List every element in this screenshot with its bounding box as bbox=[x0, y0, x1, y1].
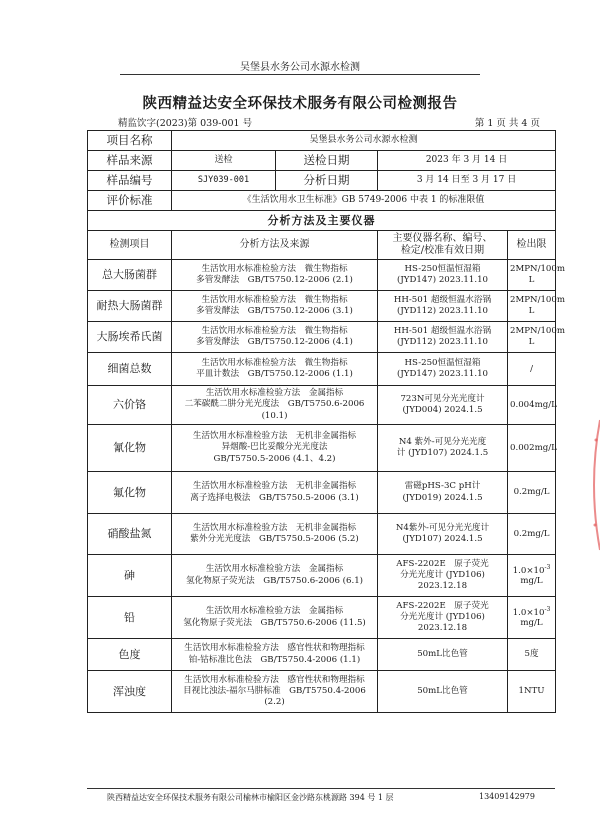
col-instrument-header bbox=[378, 231, 508, 260]
test-method-line: 多管发酵法 GB/T5750.12-2006 (2.1) bbox=[196, 275, 353, 285]
detection-limit-base: 1.0×10 bbox=[512, 565, 545, 576]
send-date-value: 2023 年 3 月 14 日 bbox=[378, 151, 556, 171]
table-row bbox=[88, 386, 556, 425]
table-row bbox=[88, 260, 556, 291]
detection-limit-value bbox=[510, 606, 553, 619]
standard-label: 评价标准 bbox=[88, 191, 172, 211]
test-instrument-line: 50mL比色管 bbox=[417, 685, 468, 696]
detection-limit-exponent: -3 bbox=[544, 605, 551, 613]
test-method-line: 生活饮用水标准检验方法 无机非金属指标 bbox=[192, 431, 357, 442]
detection-limit bbox=[508, 260, 566, 291]
analysis-date-label: 分析日期 bbox=[276, 171, 378, 191]
source-row bbox=[88, 151, 556, 171]
test-instrument-line: (JYD019) 2024.1.5 bbox=[402, 492, 483, 503]
test-method-line: 平皿计数法 GB/T5750.12-2006 (1.1) bbox=[196, 369, 353, 379]
col-instrument-header-line2: 检定/校准有效日期 bbox=[400, 245, 485, 256]
report-code: 精监饮字(2023)第 039-001 号 bbox=[118, 118, 253, 129]
test-instrument bbox=[378, 555, 508, 597]
test-instrument-line: HS-250恒温恒湿箱 bbox=[404, 357, 481, 368]
test-instrument-line: (JYD004) 2024.1.5 bbox=[402, 405, 483, 415]
test-method-line: 紫外分光光度法 GB/T5750.5-2006 (5.2) bbox=[190, 534, 359, 544]
project-row bbox=[88, 131, 556, 151]
detection-limit bbox=[508, 291, 566, 322]
report-table bbox=[87, 130, 566, 713]
test-item: 铅 bbox=[88, 597, 172, 639]
test-method-line: 铂-钴标准比色法 GB/T5750.4-2006 (1.1) bbox=[188, 654, 361, 665]
test-item: 氰化物 bbox=[88, 425, 172, 472]
page-info: 第 1 页 共 4 页 bbox=[474, 118, 540, 129]
test-item: 细菌总数 bbox=[88, 353, 172, 386]
table-row bbox=[88, 425, 556, 472]
test-method bbox=[172, 671, 378, 713]
test-method bbox=[172, 472, 378, 514]
test-item: 硝酸盐氮 bbox=[88, 514, 172, 555]
detection-limit bbox=[508, 671, 556, 713]
test-instrument bbox=[378, 514, 508, 555]
table-row bbox=[88, 291, 556, 322]
test-item: 六价铬 bbox=[88, 386, 172, 425]
detection-limit bbox=[508, 472, 556, 514]
detection-limit bbox=[508, 322, 566, 353]
report-subject-header: 吴堡县水务公司水源水检测 bbox=[240, 62, 360, 73]
detection-limit bbox=[508, 597, 556, 639]
source-value: 送检 bbox=[172, 151, 276, 171]
test-method bbox=[172, 386, 378, 425]
sample-row bbox=[88, 171, 556, 191]
send-date-label: 送检日期 bbox=[276, 151, 378, 171]
test-method-line: 氢化物原子荧光法 GB/T5750.6-2006 (6.1) bbox=[185, 575, 364, 586]
detection-limit-line: L bbox=[528, 306, 535, 316]
col-instrument-header-line1: 主要仪器名称、编号、 bbox=[392, 232, 493, 244]
test-instrument-line: (JYD107) 2024.1.5 bbox=[402, 534, 483, 544]
test-instrument-line: N4紫外-可见分光光度计 bbox=[395, 522, 490, 533]
test-item: 浑浊度 bbox=[88, 671, 172, 713]
table-row bbox=[88, 353, 556, 386]
standard-row bbox=[88, 191, 556, 211]
detection-limit-line: 0.002mg/L bbox=[510, 442, 557, 453]
test-item: 大肠埃希氏菌 bbox=[88, 322, 172, 353]
test-instrument-line: 50mL比色管 bbox=[417, 648, 468, 659]
test-instrument bbox=[378, 386, 508, 425]
footer-address: 陕西精益达安全环保技术服务有限公司榆林市榆阳区金沙路东桃源路 394 号 1 层 bbox=[107, 793, 394, 802]
test-method-line: 生活饮用水标准检验方法 金属指标 bbox=[205, 388, 344, 399]
test-method-line: 氢化物原子荧光法 GB/T5750.6-2006 (11.5) bbox=[183, 617, 366, 628]
test-method-line: GB/T5750.5-2006 (4.1、4.2) bbox=[213, 453, 336, 464]
detection-limit-line: 0.004mg/L bbox=[510, 399, 557, 410]
test-instrument-line: (JYD147) 2023.11.10 bbox=[396, 275, 489, 285]
table-row bbox=[88, 639, 556, 671]
section-title: 分析方法及主要仪器 bbox=[88, 211, 556, 231]
test-method-line: (10.1) bbox=[261, 410, 288, 421]
test-instrument-line: AFS-2202E 原子荧光 bbox=[396, 600, 489, 611]
header-divider bbox=[120, 74, 480, 75]
detection-limit bbox=[508, 386, 556, 425]
test-method-line: 异烟酸-巴比妥酸分光光度法 bbox=[221, 442, 328, 453]
test-method bbox=[172, 260, 378, 291]
detection-limit-line: 2MPN/100m bbox=[510, 326, 566, 337]
table-row bbox=[88, 472, 556, 514]
test-method-line: 多管发酵法 GB/T5750.12-2006 (3.1) bbox=[196, 306, 353, 316]
test-instrument bbox=[378, 671, 508, 713]
detection-limit-unit: mg/L bbox=[520, 576, 543, 587]
test-method bbox=[172, 555, 378, 597]
test-instrument-line: HS-250恒温恒湿箱 bbox=[404, 263, 481, 274]
test-item: 耐热大肠菌群 bbox=[88, 291, 172, 322]
detection-limit-line: L bbox=[528, 337, 535, 347]
detection-limit-exponent: -3 bbox=[544, 563, 551, 571]
test-method-line: 二苯碳酰二肼分光光度法 GB/T5750.6-2006 bbox=[184, 399, 365, 410]
sample-no-value: SJY039-001 bbox=[172, 171, 276, 191]
test-instrument-line: 雷磁pHS-3C pH计 bbox=[404, 481, 481, 492]
test-item: 色度 bbox=[88, 639, 172, 671]
table-row bbox=[88, 555, 556, 597]
test-instrument-line: 计 (JYD107) 2024.1.5 bbox=[396, 448, 489, 458]
footer-phone: 13409142979 bbox=[479, 792, 535, 801]
test-method bbox=[172, 425, 378, 472]
detection-limit-line: 2MPN/100m bbox=[510, 264, 566, 275]
detection-limit-line: / bbox=[530, 363, 533, 374]
test-instrument-line: 2023.12.18 bbox=[417, 623, 468, 634]
detection-limit-base: 1.0×10 bbox=[512, 607, 545, 618]
test-instrument bbox=[378, 353, 508, 386]
data-rows bbox=[88, 260, 566, 713]
test-method-line: 生活饮用水标准检验方法 金属指标 bbox=[205, 606, 344, 617]
test-method bbox=[172, 514, 378, 555]
detection-limit-line: 1NTU bbox=[518, 686, 545, 697]
test-method bbox=[172, 322, 378, 353]
detection-limit-unit: mg/L bbox=[520, 618, 543, 629]
test-instrument bbox=[378, 322, 508, 353]
test-method-line: 生活饮用水标准检验方法 感官性状和物理指标 bbox=[184, 643, 365, 654]
test-instrument bbox=[378, 291, 508, 322]
detection-limit-line: 0.2mg/L bbox=[513, 528, 550, 539]
test-item: 总大肠菌群 bbox=[88, 260, 172, 291]
test-instrument-line: 723N可见分光光度计 bbox=[400, 393, 485, 404]
detection-limit bbox=[508, 514, 556, 555]
detection-limit-line: 0.2mg/L bbox=[513, 487, 550, 498]
test-method bbox=[172, 597, 378, 639]
col-limit-header: 检出限 bbox=[508, 231, 556, 260]
detection-limit-line: 5度 bbox=[524, 649, 539, 660]
column-header-row bbox=[88, 231, 556, 260]
table-row bbox=[88, 671, 556, 713]
test-instrument-line: HH-501 超级恒温水浴锅 bbox=[393, 325, 492, 336]
analysis-date-value: 3 月 14 日至 3 月 17 日 bbox=[378, 171, 556, 191]
test-method-line: 多管发酵法 GB/T5750.12-2006 (4.1) bbox=[196, 337, 353, 347]
table-row bbox=[88, 597, 556, 639]
test-method bbox=[172, 639, 378, 671]
detection-limit-value bbox=[510, 564, 553, 577]
test-instrument bbox=[378, 639, 508, 671]
test-method-line: 生活饮用水标准检验方法 金属指标 bbox=[205, 564, 344, 575]
detection-limit-line: 2MPN/100m bbox=[510, 295, 566, 306]
test-instrument-line: (JYD147) 2023.11.10 bbox=[396, 369, 489, 379]
source-label: 样品来源 bbox=[88, 151, 172, 171]
test-method-line: 生活饮用水标准检验方法 无机非金属指标 bbox=[192, 522, 357, 533]
table-row bbox=[88, 514, 556, 555]
section-row bbox=[88, 211, 556, 231]
test-instrument-line: AFS-2202E 原子荧光 bbox=[396, 558, 489, 569]
test-method-line: 生活饮用水标准检验方法 微生物指标 bbox=[201, 263, 348, 274]
test-instrument-line: (JYD112) 2023.11.10 bbox=[396, 337, 489, 347]
test-method-line: (2.2) bbox=[264, 697, 285, 708]
test-method-line: 目视比浊法-福尔马肼标准 GB/T5750.4-2006 bbox=[183, 685, 366, 696]
test-instrument-line: N4 紫外-可见分光光度 bbox=[398, 436, 487, 447]
test-instrument bbox=[378, 260, 508, 291]
test-instrument-line: HH-501 超级恒温水浴锅 bbox=[393, 294, 492, 305]
report-title: 陕西精益达安全环保技术服务有限公司检测报告 bbox=[142, 95, 458, 112]
test-instrument bbox=[378, 597, 508, 639]
sample-no-label: 样品编号 bbox=[88, 171, 172, 191]
test-item: 砷 bbox=[88, 555, 172, 597]
test-instrument bbox=[378, 472, 508, 514]
test-instrument bbox=[378, 425, 508, 472]
test-method-line: 生活饮用水标准检验方法 微生物指标 bbox=[201, 325, 348, 336]
test-method bbox=[172, 291, 378, 322]
detection-limit bbox=[508, 639, 556, 671]
test-instrument-line: 分光光度计 (JYD106) bbox=[400, 611, 485, 622]
standard-value: 《生活饮用水卫生标准》GB 5749-2006 中表 1 的标准限值 bbox=[172, 191, 556, 211]
test-method bbox=[172, 353, 378, 386]
col-method-header: 分析方法及来源 bbox=[172, 231, 378, 260]
test-instrument-line: 分光光度计 (JYD106) bbox=[400, 569, 485, 580]
project-value: 吴堡县水务公司水源水检测 bbox=[172, 131, 556, 151]
detection-limit-line: L bbox=[528, 275, 535, 285]
detection-limit bbox=[508, 425, 556, 472]
project-label: 项目名称 bbox=[88, 131, 172, 151]
table-row bbox=[88, 322, 556, 353]
test-method-line: 生活饮用水标准检验方法 微生物指标 bbox=[201, 294, 348, 305]
detection-limit bbox=[508, 353, 556, 386]
seal-stamp-fragment bbox=[586, 420, 600, 550]
test-method-line: 生活饮用水标准检验方法 微生物指标 bbox=[201, 357, 348, 368]
footer-divider bbox=[87, 788, 555, 789]
test-method-line: 生活饮用水标准检验方法 感官性状和物理指标 bbox=[184, 674, 365, 685]
test-instrument-line: 2023.12.18 bbox=[417, 581, 468, 592]
test-method-line: 生活饮用水标准检验方法 无机非金属指标 bbox=[192, 481, 357, 492]
detection-limit bbox=[508, 555, 556, 597]
seal-arc-icon bbox=[586, 420, 600, 550]
col-item-header: 检测项目 bbox=[88, 231, 172, 260]
test-instrument-line: (JYD112) 2023.11.10 bbox=[396, 306, 489, 316]
test-item: 氟化物 bbox=[88, 472, 172, 514]
test-method-line: 离子选择电极法 GB/T5750.5-2006 (3.1) bbox=[190, 492, 359, 503]
